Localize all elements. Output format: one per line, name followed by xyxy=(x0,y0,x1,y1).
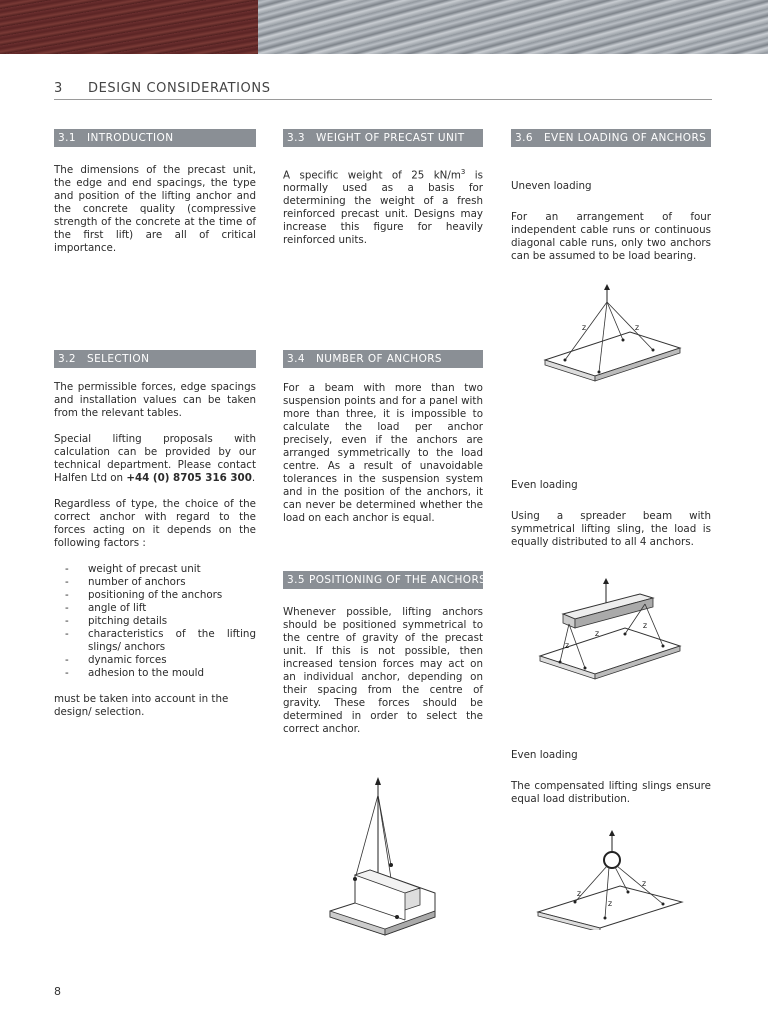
z-label: Z xyxy=(642,881,647,888)
even2-paragraph: The compensated lifting slings ensure equal load distribution. xyxy=(511,780,711,805)
section-number: 3.6 xyxy=(515,132,533,144)
even1-label: Even loading xyxy=(511,479,578,491)
section-number: 3.5 xyxy=(287,574,305,586)
section-header-positioning xyxy=(283,571,487,589)
even1-text xyxy=(511,479,711,562)
section-title: POSITIONING OF THE ANCHORS xyxy=(309,574,487,586)
list-item: - weight of precast unit xyxy=(65,563,201,575)
section-header-selection xyxy=(54,350,256,368)
selection-paragraph-3: Regardless of type, the choice of the correct anchor with regard to the forces acting on it depends on the following factors : xyxy=(54,498,256,549)
list-item: - positioning of the anchors xyxy=(65,589,223,601)
section-number: 3.4 xyxy=(287,353,305,365)
z-label: Z xyxy=(565,643,570,650)
section-title: EVEN LOADING OF ANCHORS xyxy=(544,132,707,144)
even2-text xyxy=(511,749,711,819)
banner-texture-red xyxy=(0,0,258,54)
number-text xyxy=(283,382,483,538)
intro-text xyxy=(54,164,256,268)
banner-texture-metal xyxy=(258,0,768,54)
section-header-number xyxy=(283,350,483,368)
weight-paragraph: A specific weight of 25 $kN/m^3$ is normally used as a basis for determining the weight of a fresh reinforced precast unit. Designs may increase this figure for heavily reinforced units. xyxy=(283,168,483,247)
section-title: WEIGHT OF PRECAST UNIT xyxy=(316,132,465,144)
phone-number: +44 (0) 8705 316 300 xyxy=(126,472,252,484)
selection-paragraph-1: The permissible forces, edge spacings and installation values can be taken from the relevant tables. xyxy=(54,381,256,419)
section-number: 3.2 xyxy=(58,353,76,365)
z-label: Z xyxy=(608,901,613,908)
section-title: NUMBER OF ANCHORS xyxy=(316,353,443,365)
selection-paragraph-2 xyxy=(54,433,256,485)
intro-paragraph: The dimensions of the precast unit, the edge and end spacings, the type and position of the lifting anchor and the concrete quality (compressive strength of the concrete at the time of the first lift) are all of critical importance. xyxy=(54,164,256,254)
spreader-beam-figure xyxy=(535,576,685,686)
even1-paragraph: Using a spreader beam with symmetrical lifting sling, the load is equally distributed to all 4 anchors. xyxy=(511,510,711,548)
z-label: Z xyxy=(643,623,648,630)
period: . xyxy=(251,472,256,484)
l-unit-figure xyxy=(325,775,445,955)
z-label: Z xyxy=(595,631,600,638)
header-banner xyxy=(0,0,768,54)
z-label: Z xyxy=(635,325,640,332)
uneven-label: Uneven loading xyxy=(511,180,592,192)
section-title: SELECTION xyxy=(87,353,150,365)
factor-list xyxy=(54,563,256,680)
section-header-even xyxy=(511,129,711,147)
z-label: Z xyxy=(577,891,582,898)
weight-text xyxy=(283,166,483,260)
list-item: - dynamic forces xyxy=(65,654,167,666)
even2-label: Even loading xyxy=(511,749,578,761)
page-number: 8 xyxy=(54,985,61,998)
positioning-text xyxy=(283,606,483,749)
uneven-paragraph: For an arrangement of four independent cable runs or continuous diagonal cable runs, only two anchors can be assumed to be load bearing. xyxy=(511,211,711,262)
list-item: - angle of lift xyxy=(65,602,147,614)
list-item: - adhesion to the mould xyxy=(65,667,205,679)
list-item: - pitching details xyxy=(65,615,168,627)
section-header-weight xyxy=(283,129,483,147)
list-item: - characteristics of the lifting slings/ anchors xyxy=(65,628,256,653)
compensated-sling-figure xyxy=(535,830,685,930)
selection-paragraph-4: must be taken into account in the design/ selection. xyxy=(54,693,229,718)
z-label: Z xyxy=(582,325,587,332)
number-paragraph: For a beam with more than two suspension points and for a panel with more than three, it is impossible to calculate the load per anchor precisely, even if the anchors are arranged symmetrically to the load centre. As a result of unavoidable tolerances in the suspension system and in the position of the anchors, it can never be determined whether the load on each anchor is equal. xyxy=(283,382,483,524)
chapter-number: 3 xyxy=(54,81,63,96)
section-number: 3.3 xyxy=(287,132,305,144)
section-title: INTRODUCTION xyxy=(87,132,174,144)
uneven-text xyxy=(511,180,711,276)
positioning-paragraph: Whenever possible, lifting anchors should be positioned symmetrical to the centre of gravity of the precast unit. If this is not possible, then increased tension forces may act on an individual anchor, depending on their spacing from the centre of gravity. These forces should be determined in order to select the correct anchor. xyxy=(283,606,483,735)
chapter-heading xyxy=(54,80,712,100)
selection-text xyxy=(54,381,256,732)
uneven-loading-figure xyxy=(535,282,685,387)
selection-contact-text: Special lifting proposals with calculation can be provided by our technical department. Please contact Halfen Ltd on xyxy=(54,433,256,484)
section-header-intro xyxy=(54,129,256,147)
section-number: 3.1 xyxy=(58,132,76,144)
chapter-title: DESIGN CONSIDERATIONS xyxy=(88,81,271,96)
list-item: - number of anchors xyxy=(65,576,186,588)
